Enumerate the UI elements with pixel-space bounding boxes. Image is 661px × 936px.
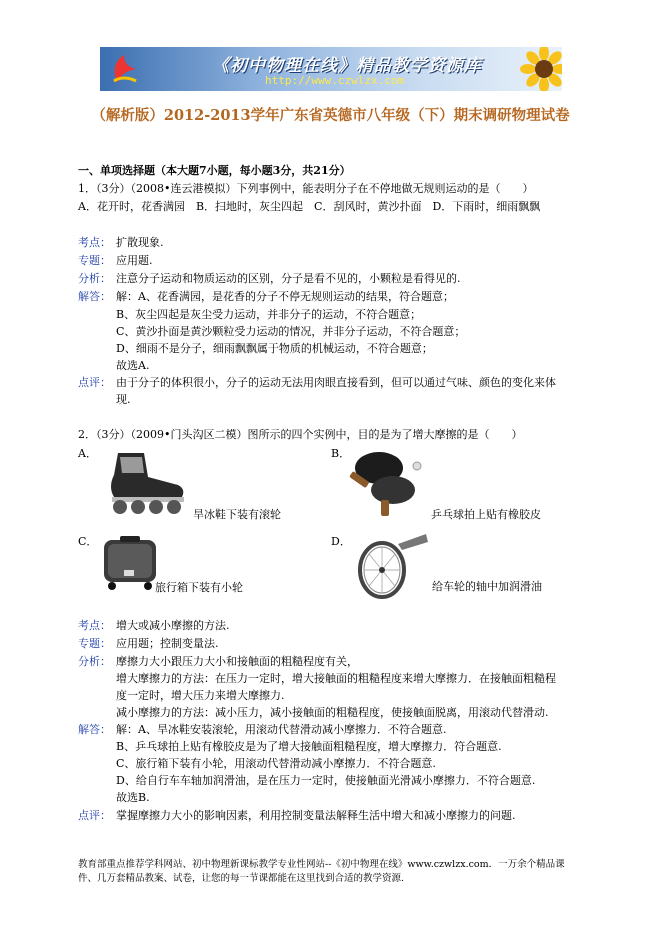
q2-caption-d: 给车轮的轴中加润滑油 <box>432 580 542 593</box>
q2-jieda-line: 解：A、旱冰鞋安装滚轮，用滚动代替滑动减小摩擦力．不符合题意. <box>116 723 447 736</box>
q2-zhuanti: 应用题；控制变量法. <box>116 637 219 650</box>
q2-option-c: C． <box>78 535 98 548</box>
q1-jieda-line: 解：A、花香满园，是花香的分子不停无规则运动的结果，符合题意； <box>116 290 454 303</box>
q2-kaodian-label: 考点： <box>78 619 111 632</box>
bicycle-wheel-image <box>348 530 428 600</box>
q1-dianping-line: 现. <box>116 393 131 406</box>
q2-dianping-label: 点评： <box>78 809 111 822</box>
q2-option-b: B． <box>331 447 351 460</box>
q1-options: A．花开时，花香满园 B．扫地时，灰尘四起 C．刮风时，黄沙扑面 D．下雨时，细雨飘飘 <box>78 200 541 213</box>
q1-jieda-line: 故选A. <box>116 359 150 372</box>
q2-kaodian: 增大或减小摩擦的方法. <box>116 619 230 632</box>
q1-dianping-label: 点评： <box>78 376 111 389</box>
q2-caption-c: 旅行箱下装有小轮 <box>155 581 243 594</box>
q2-caption-a: 旱冰鞋下装有滚轮 <box>193 508 281 521</box>
page-footer <box>78 858 598 886</box>
q1-dianping-line: 由于分子的体积很小，分子的运动无法用肉眼直接看到，但可以通过气味、颜色的变化来体 <box>116 376 556 389</box>
q1-jieda-line: D、细雨不是分子，细雨飘飘属于物质的机械运动，不符合题意； <box>116 342 433 355</box>
q1-fenxi: 注意分子运动和物质运动的区别，分子是看不见的，小颗粒是看得见的. <box>116 272 461 285</box>
q1-zhuanti-label: 专题： <box>78 254 111 267</box>
footer-line: 教育部重点推荐学科网站、初中物理新课标教学专业性网站--《初中物理在线》www.czwlzx.com．一万余个精品课 <box>78 859 565 870</box>
banner-url: http://www.czwlzx.com <box>265 74 405 87</box>
q2-option-a: A． <box>78 447 97 460</box>
q2-zhuanti-label: 专题： <box>78 637 111 650</box>
q1-jieda-label: 解答： <box>78 290 111 303</box>
roller-skate-image <box>98 447 190 517</box>
q2-fenxi-line: 增大摩擦力的方法：在压力一定时，增大接触面的粗糙程度来增大摩擦力．在接触面粗糙程 <box>116 672 556 685</box>
q2-dianping: 掌握摩擦力大小的影响因素，利用控制变量法解释生活中增大和减小摩擦力的问题. <box>116 809 516 822</box>
q2-option-d: D． <box>331 535 351 548</box>
q2-fenxi-label: 分析： <box>78 655 111 668</box>
logo-icon <box>106 51 142 87</box>
q2-caption-b: 乒乓球拍上贴有橡胶皮 <box>431 508 541 521</box>
q2-jieda-line: 故选B. <box>116 791 150 804</box>
q2-fenxi-line: 度一定时，增大压力来增大摩擦力. <box>116 689 285 702</box>
q1-jieda-line: C、黄沙扑面是黄沙颗粒受力运动的情况，并非分子运动，不符合题意； <box>116 325 466 338</box>
page-title: （解析版）2012-2013学年广东省英德市八年级（下）期末调研物理试卷 <box>91 107 570 124</box>
q1-kaodian-label: 考点： <box>78 236 111 249</box>
q1-stem: 1．（3分）（2008•连云港模拟）下列事例中，能表明分子在不停地做无规则运动的是（ ） <box>78 182 534 195</box>
q2-jieda-line: B、乒乓球拍上贴有橡胶皮是为了增大接触面粗糙程度，增大摩擦力．符合题意. <box>116 740 502 753</box>
section-heading: 一、单项选择题（本大题7小题，每小题3分，共21分） <box>78 164 351 177</box>
banner-title: 《初中物理在线》精品教学资源库 <box>212 56 482 76</box>
q1-jieda-line: B、灰尘四起是灰尘受力运动，并非分子的运动，不符合题意； <box>116 308 422 321</box>
q2-jieda-label: 解答： <box>78 723 111 736</box>
q2-stem: 2．（3分）（2009•门头沟区二模）图所示的四个实例中，目的是为了增大摩擦的是（ ） <box>78 428 523 441</box>
q2-jieda-line: D、给自行车车轴加润滑油，是在压力一定时，使接触面光滑减小摩擦力．不符合题意. <box>116 774 536 787</box>
q1-zhuanti: 应用题. <box>116 254 153 267</box>
q2-fenxi-line: 摩擦力大小跟压力大小和接触面的粗糙程度有关， <box>116 655 358 668</box>
ping-pong-paddle-image <box>345 446 431 516</box>
header-banner <box>100 47 562 91</box>
q2-jieda-line: C、旅行箱下装有小轮，用滚动代替滑动减小摩擦力．不符合题意. <box>116 757 436 770</box>
q1-kaodian: 扩散现象. <box>116 236 164 249</box>
suitcase-image <box>98 536 162 592</box>
q2-fenxi-line: 减小摩擦力的方法：减小压力，减小接触面的粗糙程度，使接触面脱离，用滚动代替滑动. <box>116 706 549 719</box>
q1-fenxi-label: 分析： <box>78 272 111 285</box>
sunflower-icon <box>520 47 562 91</box>
footer-line: 件、几万套精品教案、试卷，让您的每一节课都能在这里找到合适的教学资源. <box>78 873 405 884</box>
